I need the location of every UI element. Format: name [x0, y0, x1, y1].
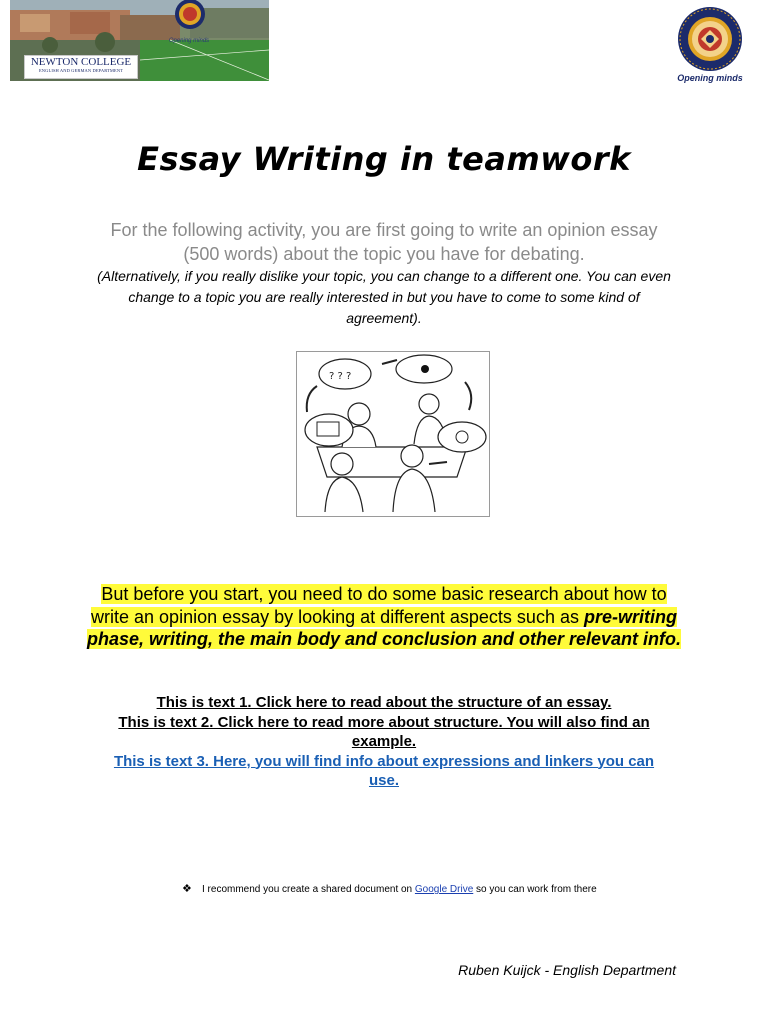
college-caption: [24, 55, 138, 79]
text-1-link[interactable]: This is text 1. Click here to read about the structure of an essay.: [156, 694, 612, 711]
text-2-link[interactable]: This is text 2. Click here to read more about structure. You will also find an example.: [118, 713, 650, 750]
recommend-text-before: I recommend you create a shared document on: [202, 884, 413, 895]
intro-text: For the following activity, you are first going to write an opinion essay (500 words) about the topic you have for debating.: [110, 220, 658, 264]
teamwork-illustration: [296, 351, 490, 517]
text-3-link[interactable]: This is text 3. Here, you will find info about expressions and linkers you can use.: [113, 752, 655, 789]
college-logo: [675, 6, 745, 72]
college-name: NEWTON COLLEGE: [30, 56, 132, 68]
recommendation-line: [182, 882, 742, 897]
school-photo: [10, 0, 269, 81]
photo-slogan: Opening minds: [168, 38, 210, 44]
recommend-text-after: so you can work from there: [476, 884, 597, 895]
alternative-note: (Alternatively, if you really dislike your topic, you can change to a different one. You can even change to a topic you are really interested in but you have to come to some kind of agreement).: [97, 268, 671, 326]
logo-slogan: Opening minds: [677, 73, 743, 83]
department-name: ENGLISH AND GERMAN DEPARTMENT: [38, 68, 124, 73]
svg-text:? ? ?: ? ? ?: [329, 371, 352, 382]
research-paragraph: [84, 583, 684, 651]
research-text: But before you start, you need to do some basic research about how to write an opinion essay by looking at different aspects such as: [91, 584, 667, 627]
text-links: [100, 693, 668, 791]
diamond-bullet-icon: ❖: [182, 883, 192, 895]
research-emphasis: pre-writing phase, writing, the main body and conclusion and other relevant info.: [86, 606, 682, 649]
google-drive-link[interactable]: Google Drive: [414, 884, 474, 895]
author-signature: Ruben Kuijck - English Department: [458, 962, 676, 978]
page-title: Essay Writing in teamwork: [137, 140, 631, 178]
